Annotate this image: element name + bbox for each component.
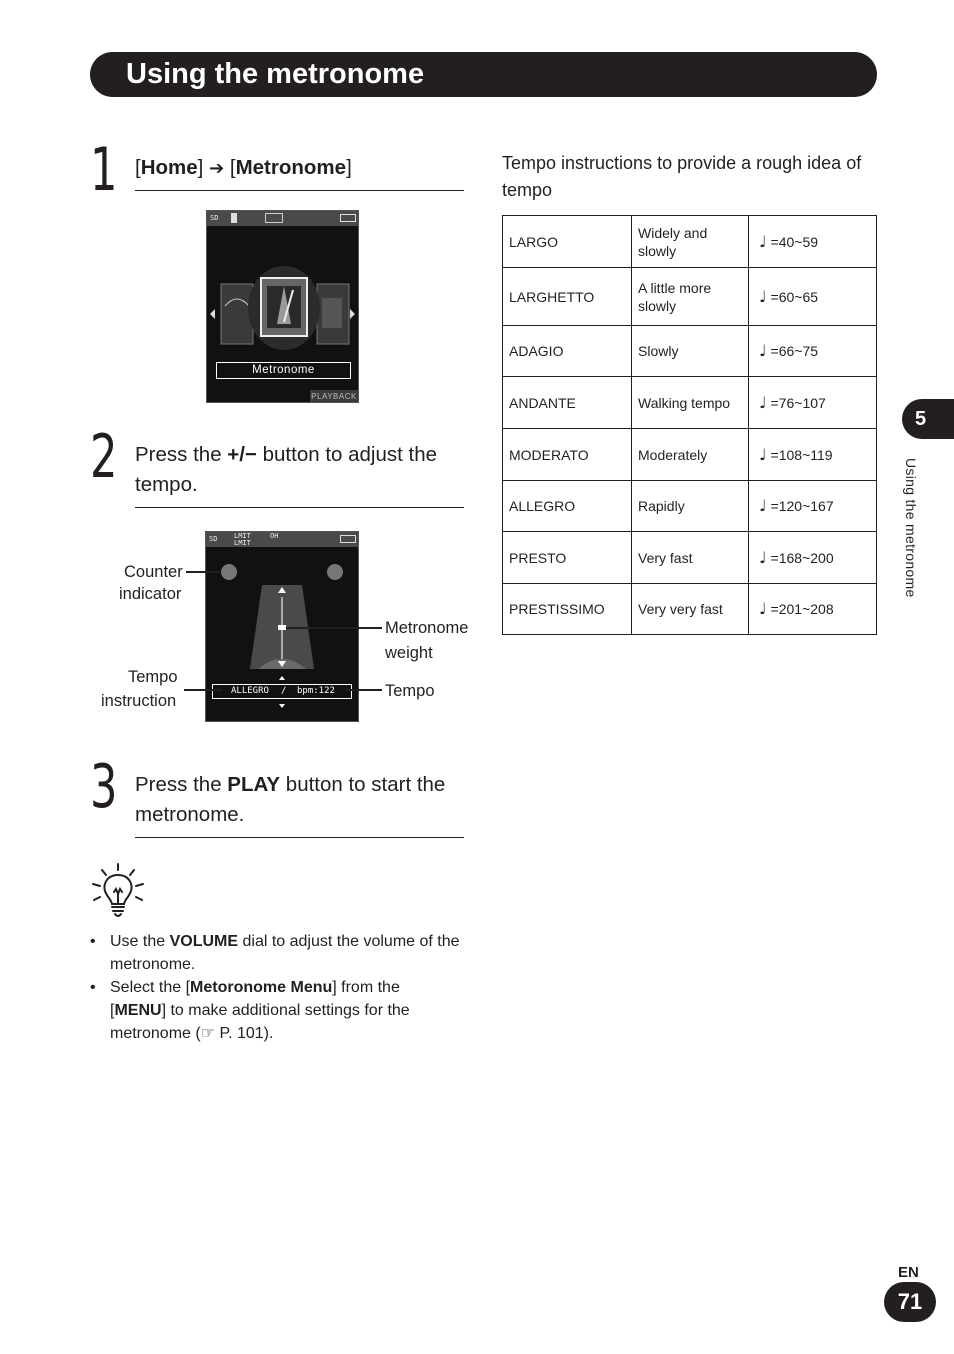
step-2-number: 2 xyxy=(90,422,118,492)
callout-instruction-2: instruction xyxy=(101,692,177,710)
status-bar xyxy=(207,211,358,226)
battery-icon xyxy=(340,214,356,222)
bracket: [ xyxy=(229,156,236,179)
tempo-range-cell xyxy=(749,481,877,532)
table-row xyxy=(503,216,877,268)
sd-icon: SD xyxy=(209,535,218,543)
tempo-range-cell xyxy=(749,268,877,326)
tip-1-pre: Use the xyxy=(110,933,170,950)
step-3-number: 3 xyxy=(90,752,118,822)
tempo-range-value: =66~75 xyxy=(770,343,819,359)
right-app-graphic xyxy=(322,298,342,328)
tempo-name-cell: PRESTO xyxy=(503,532,632,584)
bullet: • xyxy=(90,933,96,950)
language-label: EN xyxy=(898,1264,919,1281)
tempo-down-arrow-icon xyxy=(279,704,285,708)
tempo-bar xyxy=(212,684,352,699)
step-2-rule xyxy=(135,507,464,508)
tempo-range-value: =120~167 xyxy=(770,498,834,514)
step-3-rule xyxy=(135,837,464,838)
tempo-description-cell: Walking tempo xyxy=(632,377,749,429)
tempo-leader-line xyxy=(345,689,382,691)
tempo-value: bpm:122 xyxy=(297,686,335,696)
table-caption: Tempo instructions to provide a rough idea of tempo xyxy=(502,153,862,200)
tempo-range-cell xyxy=(749,584,877,635)
table-row xyxy=(503,326,877,377)
table-row xyxy=(503,532,877,584)
tempo-range-value: =168~200 xyxy=(770,549,834,566)
step-3-text-pre: Press the xyxy=(135,773,228,796)
quarter-note-icon: ♩ xyxy=(759,231,767,251)
chapter-number: 5 xyxy=(915,408,927,430)
selected-app-label: Metronome xyxy=(216,362,351,379)
tip-2-pre: Select the [ xyxy=(110,979,191,996)
mode-icon xyxy=(265,213,283,223)
home-key: Home xyxy=(140,156,198,179)
limiter-status-2: LMIT xyxy=(234,539,251,547)
tempo-description-cell: Very fast xyxy=(632,532,749,584)
table-row xyxy=(503,429,877,481)
arrow-icon: ➔ xyxy=(209,158,225,179)
tempo-description-cell: A little more slowly xyxy=(632,268,749,326)
tip-1-post: dial to adjust the volume of the metronome. xyxy=(110,933,460,973)
tempo-up-arrow-icon xyxy=(279,676,285,680)
tempo-range-cell xyxy=(749,377,877,429)
tempo-range-value: =40~59 xyxy=(770,233,819,250)
callout-weight-2: weight xyxy=(385,644,433,662)
tip-2-post: ] to make additional settings for the metronome (☞ P. 101). xyxy=(110,1002,410,1042)
quarter-note-icon: ♩ xyxy=(759,286,767,306)
quarter-note-icon: ♩ xyxy=(759,444,767,464)
tempo-description-cell: Widely and slowly xyxy=(632,216,749,268)
table-row xyxy=(503,481,877,532)
tempo-name-cell: MODERATO xyxy=(503,429,632,481)
metronome-weight xyxy=(278,625,286,630)
tempo-range-value: =60~65 xyxy=(770,288,819,305)
tempo-name-cell: ANDANTE xyxy=(503,377,632,429)
callout-counter-1: Counter xyxy=(124,563,183,581)
counter-leader-line xyxy=(186,571,220,573)
tempo-range-value: =76~107 xyxy=(770,394,826,411)
tempo-name-cell: ADAGIO xyxy=(503,326,632,377)
quarter-note-icon: ♩ xyxy=(759,496,767,515)
step-3-text-post: button to start the metronome. xyxy=(135,773,446,826)
bracket: ] xyxy=(346,156,352,179)
step-2-instruction xyxy=(135,440,470,500)
status-bar xyxy=(206,532,358,547)
bullet: • xyxy=(90,979,96,996)
table-row xyxy=(503,584,877,635)
tip-item-menu xyxy=(90,976,460,1045)
step-1-instruction xyxy=(135,153,352,184)
app-carousel xyxy=(207,226,358,366)
mode-status: OH xyxy=(270,532,279,540)
limiter-status: LMIT xyxy=(234,532,251,540)
tempo-name-cell: LARGHETTO xyxy=(503,268,632,326)
tempo-separator: / xyxy=(281,686,287,696)
tempo-range-value: =108~119 xyxy=(770,446,833,463)
metronome-key: Metronome xyxy=(235,156,347,179)
lightbulb-icon xyxy=(90,862,146,920)
tempo-range-cell xyxy=(749,326,877,377)
callout-instruction-1: Tempo xyxy=(128,668,178,686)
callout-weight-1: Metronome xyxy=(385,619,469,637)
sd-icon: SD xyxy=(210,214,219,222)
page-title: Using the metronome xyxy=(126,58,425,90)
tip-item-volume xyxy=(90,930,460,976)
volume-key: VOLUME xyxy=(169,933,239,950)
tempo-description-cell: Moderately xyxy=(632,429,749,481)
tempo-table xyxy=(502,215,877,635)
quarter-note-icon: ♩ xyxy=(759,547,767,567)
tempo-range-cell xyxy=(749,429,877,481)
step-1-number: 1 xyxy=(90,135,118,205)
menu-key: MENU xyxy=(114,1002,162,1019)
counter-indicator-left xyxy=(221,564,237,580)
tip-2-mid: ] from the [ xyxy=(110,979,400,1019)
callout-counter-2: indicator xyxy=(119,585,182,603)
menu-screen xyxy=(206,210,359,403)
battery-icon xyxy=(340,535,356,543)
step-1-rule xyxy=(135,190,464,191)
tempo-instruction-value: ALLEGRO xyxy=(231,686,269,696)
tempo-description-cell: Rapidly xyxy=(632,481,749,532)
tempo-range-cell xyxy=(749,532,877,584)
page-number: 71 xyxy=(897,1289,923,1314)
step-2-text-pre: Press the xyxy=(135,443,228,466)
tempo-range-value: =201~208 xyxy=(770,601,834,617)
tempo-name-cell: LARGO xyxy=(503,216,632,268)
tempo-name-cell: PRESTISSIMO xyxy=(503,584,632,635)
tempo-description-cell: Slowly xyxy=(632,326,749,377)
carousel-right-arrow-icon xyxy=(350,309,355,319)
plus-minus-key: +/− xyxy=(227,443,257,466)
tempo-range-cell xyxy=(749,216,877,268)
weight-leader-line xyxy=(286,627,382,629)
instruction-leader-line xyxy=(184,689,222,691)
callout-tempo: Tempo xyxy=(385,682,435,700)
side-section-label: Using the metronome xyxy=(903,458,919,598)
bracket: ] xyxy=(197,156,204,179)
quarter-note-icon: ♩ xyxy=(759,392,767,412)
metronome-menu-key: Metoronome Menu xyxy=(190,979,333,996)
left-app-tile xyxy=(221,284,253,344)
play-key: PLAY xyxy=(227,773,281,796)
counter-indicator-right xyxy=(327,564,343,580)
table-row xyxy=(503,268,877,326)
tempo-table-body xyxy=(503,216,877,635)
chapter-tab xyxy=(902,399,954,439)
step-2-text-post: button to adjust the tempo. xyxy=(135,443,438,496)
tempo-description-cell: Very very fast xyxy=(632,584,749,635)
step-3-instruction xyxy=(135,770,470,830)
carousel-left-arrow-icon xyxy=(210,309,215,319)
bracket: [ xyxy=(135,156,141,179)
quarter-note-icon: ♩ xyxy=(759,599,767,618)
table-row xyxy=(503,377,877,429)
memory-icon xyxy=(231,213,237,223)
quarter-note-icon: ♩ xyxy=(759,341,767,360)
playback-indicator: PLAYBACK xyxy=(311,392,357,401)
tempo-name-cell: ALLEGRO xyxy=(503,481,632,532)
